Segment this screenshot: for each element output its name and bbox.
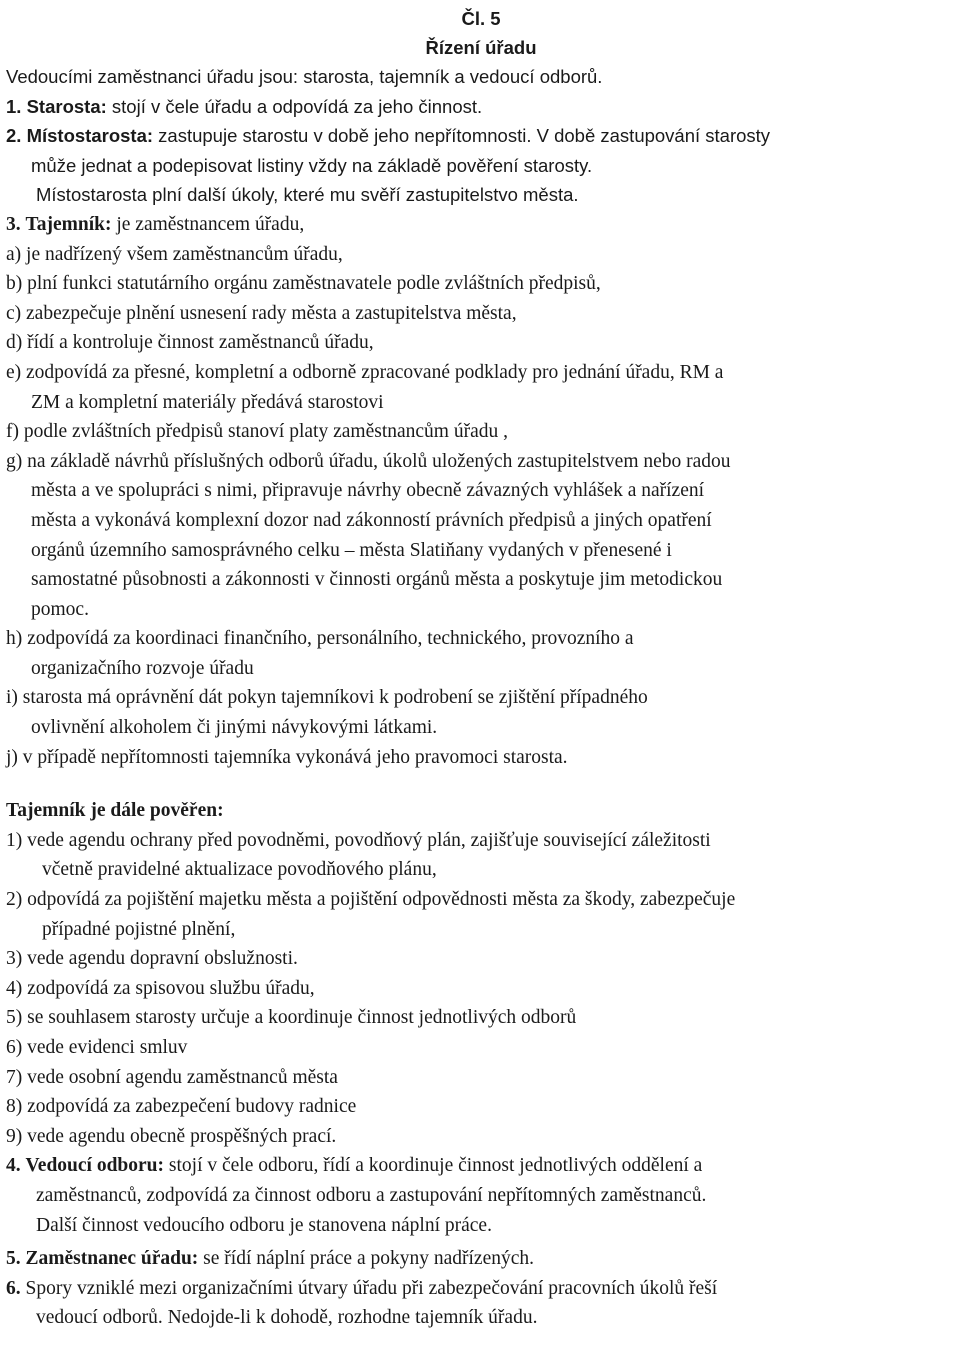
section-mistostarosta	[6, 121, 956, 151]
list-item: j) v případě nepřítomnosti tajemníka vykonává jeho pravomoci starosta.	[6, 746, 568, 768]
section-line: může jednat a podepisovat listiny vždy na základě pověření starosty.	[31, 154, 593, 176]
section-number: 2.	[6, 125, 22, 147]
list-item-continuation: pomoc.	[31, 598, 89, 620]
section-text: stojí v čele odboru, řídí a koordinuje činnost jednotlivých oddělení a	[164, 1155, 703, 1177]
section-number: 5.	[6, 1248, 21, 1270]
spacer	[6, 772, 956, 796]
section-number: 4.	[6, 1155, 21, 1177]
list-item: 9) vede agendu obecně prospěšných prací.	[6, 1125, 337, 1147]
section-text: je zaměstnancem úřadu,	[111, 213, 305, 235]
intro-paragraph: Vedoucími zaměstnanci úřadu jsou: starosta, tajemník a vedoucí odborů.	[6, 66, 603, 87]
list-item-continuation: organizačního rozvoje úřadu	[31, 657, 254, 679]
section-heading: Zaměstnanec úřadu:	[25, 1248, 199, 1270]
section-heading: Tajemník:	[25, 213, 112, 235]
section-text: stojí v čele úřadu a odpovídá za jeho činnost.	[106, 95, 483, 117]
list-item: 2) odpovídá za pojištění majetku města a pojištění odpovědnosti města za škody, zabezpečuje	[6, 889, 736, 911]
list-item-continuation: města a vykonává komplexní dozor nad zákonností právních předpisů a jiných opatření	[31, 509, 712, 531]
section-text: zastupuje starostu v době jeho nepřítomnosti. V době zastupování starosty	[153, 125, 771, 147]
list-item: 6) vede evidenci smluv	[6, 1037, 188, 1058]
section-zamestnanec	[6, 1244, 956, 1274]
list-item: 1) vede agendu ochrany před povodněmi, povodňový plán, zajišťuje související záležitosti	[6, 829, 711, 851]
list-item: 5) se souhlasem starosty určuje a koordinuje činnost jednotlivých odborů	[6, 1007, 577, 1029]
list-item-continuation: včetně pravidelné aktualizace povodňového plánu,	[42, 859, 437, 881]
list-item: d) řídí a kontroluje činnost zaměstnanců úřadu,	[6, 332, 374, 354]
section-heading: Místostarosta:	[26, 125, 154, 147]
section-heading: Vedoucí odboru:	[25, 1155, 165, 1177]
section-tajemnik	[6, 210, 956, 240]
section-text: se řídí náplní práce a pokyny nadřízených.	[198, 1248, 535, 1270]
list-item: 4) zodpovídá za spisovou službu úřadu,	[6, 977, 315, 999]
section-vedouci-odboru	[6, 1151, 956, 1181]
article-number: Čl. 5	[461, 8, 501, 29]
article-title: Řízení úřadu	[425, 37, 537, 58]
list-item-continuation: ZM a kompletní materiály předává starostovi	[31, 391, 384, 413]
list-item: b) plní funkci statutárního orgánu zaměstnavatele podle zvláštních předpisů,	[6, 273, 601, 295]
section-starosta	[6, 92, 956, 122]
list-item: h) zodpovídá za koordinaci finančního, personálního, technického, provozního a	[6, 628, 634, 650]
list-item-continuation: města a ve spolupráci s nimi, připravuje návrhy obecně závazných vyhlášek a nařízení	[31, 480, 705, 502]
delegated-heading: Tajemník je dále pověřen:	[6, 800, 224, 822]
section-line: Další činnost vedoucího odboru je stanovena náplní práce.	[36, 1214, 492, 1236]
section-spory	[6, 1274, 956, 1304]
list-item: g) na základě návrhů příslušných odborů úřadu, úkolů uložených zastupitelstvem nebo radou	[6, 450, 731, 472]
list-item: a) je nadřízený všem zaměstnancům úřadu,	[6, 243, 343, 265]
section-heading: Starosta:	[26, 95, 107, 117]
list-item: f) podle zvláštních předpisů stanoví platy zaměstnancům úřadu ,	[6, 421, 508, 443]
section-text: Spory vzniklé mezi organizačními útvary úřadu při zabezpečování pracovních úkolů řeší	[20, 1277, 718, 1299]
list-item: 7) vede osobní agendu zaměstnanců města	[6, 1066, 338, 1088]
list-item: 8) zodpovídá za zabezpečení budovy radnice	[6, 1096, 357, 1118]
list-item: e) zodpovídá za přesné, kompletní a odborně zpracované podklady pro jednání úřadu, RM a	[6, 361, 724, 383]
section-line: vedoucí odborů. Nedojde-li k dohodě, rozhodne tajemník úřadu.	[36, 1307, 538, 1329]
list-item-continuation: ovlivnění alkoholem či jinými návykovými látkami.	[31, 717, 438, 739]
list-item-continuation: samostatné působnosti a zákonnosti v činnosti orgánů města a poskytuje jim metodickou	[31, 569, 723, 591]
section-number: 1.	[6, 95, 22, 117]
section-number: 6.	[6, 1277, 21, 1299]
list-item-continuation: případné pojistné plnění,	[42, 918, 236, 940]
section-number: 3.	[6, 213, 21, 235]
list-item: 3) vede agendu dopravní obslužnosti.	[6, 948, 298, 970]
section-line: Místostarosta plní další úkoly, které mu svěří zastupitelstvo města.	[36, 184, 579, 206]
list-item: c) zabezpečuje plnění usnesení rady města a zastupitelstva města,	[6, 302, 517, 324]
section-line: zaměstnanců, zodpovídá za činnost odboru a zastupování nepřítomných zaměstnanců.	[36, 1184, 707, 1206]
list-item: i) starosta má oprávnění dát pokyn tajemníkovi k podrobení se zjištění případného	[6, 687, 648, 709]
list-item-continuation: orgánů územního samosprávného celku – města Slatiňany vydaných v přenesené i	[31, 539, 672, 561]
